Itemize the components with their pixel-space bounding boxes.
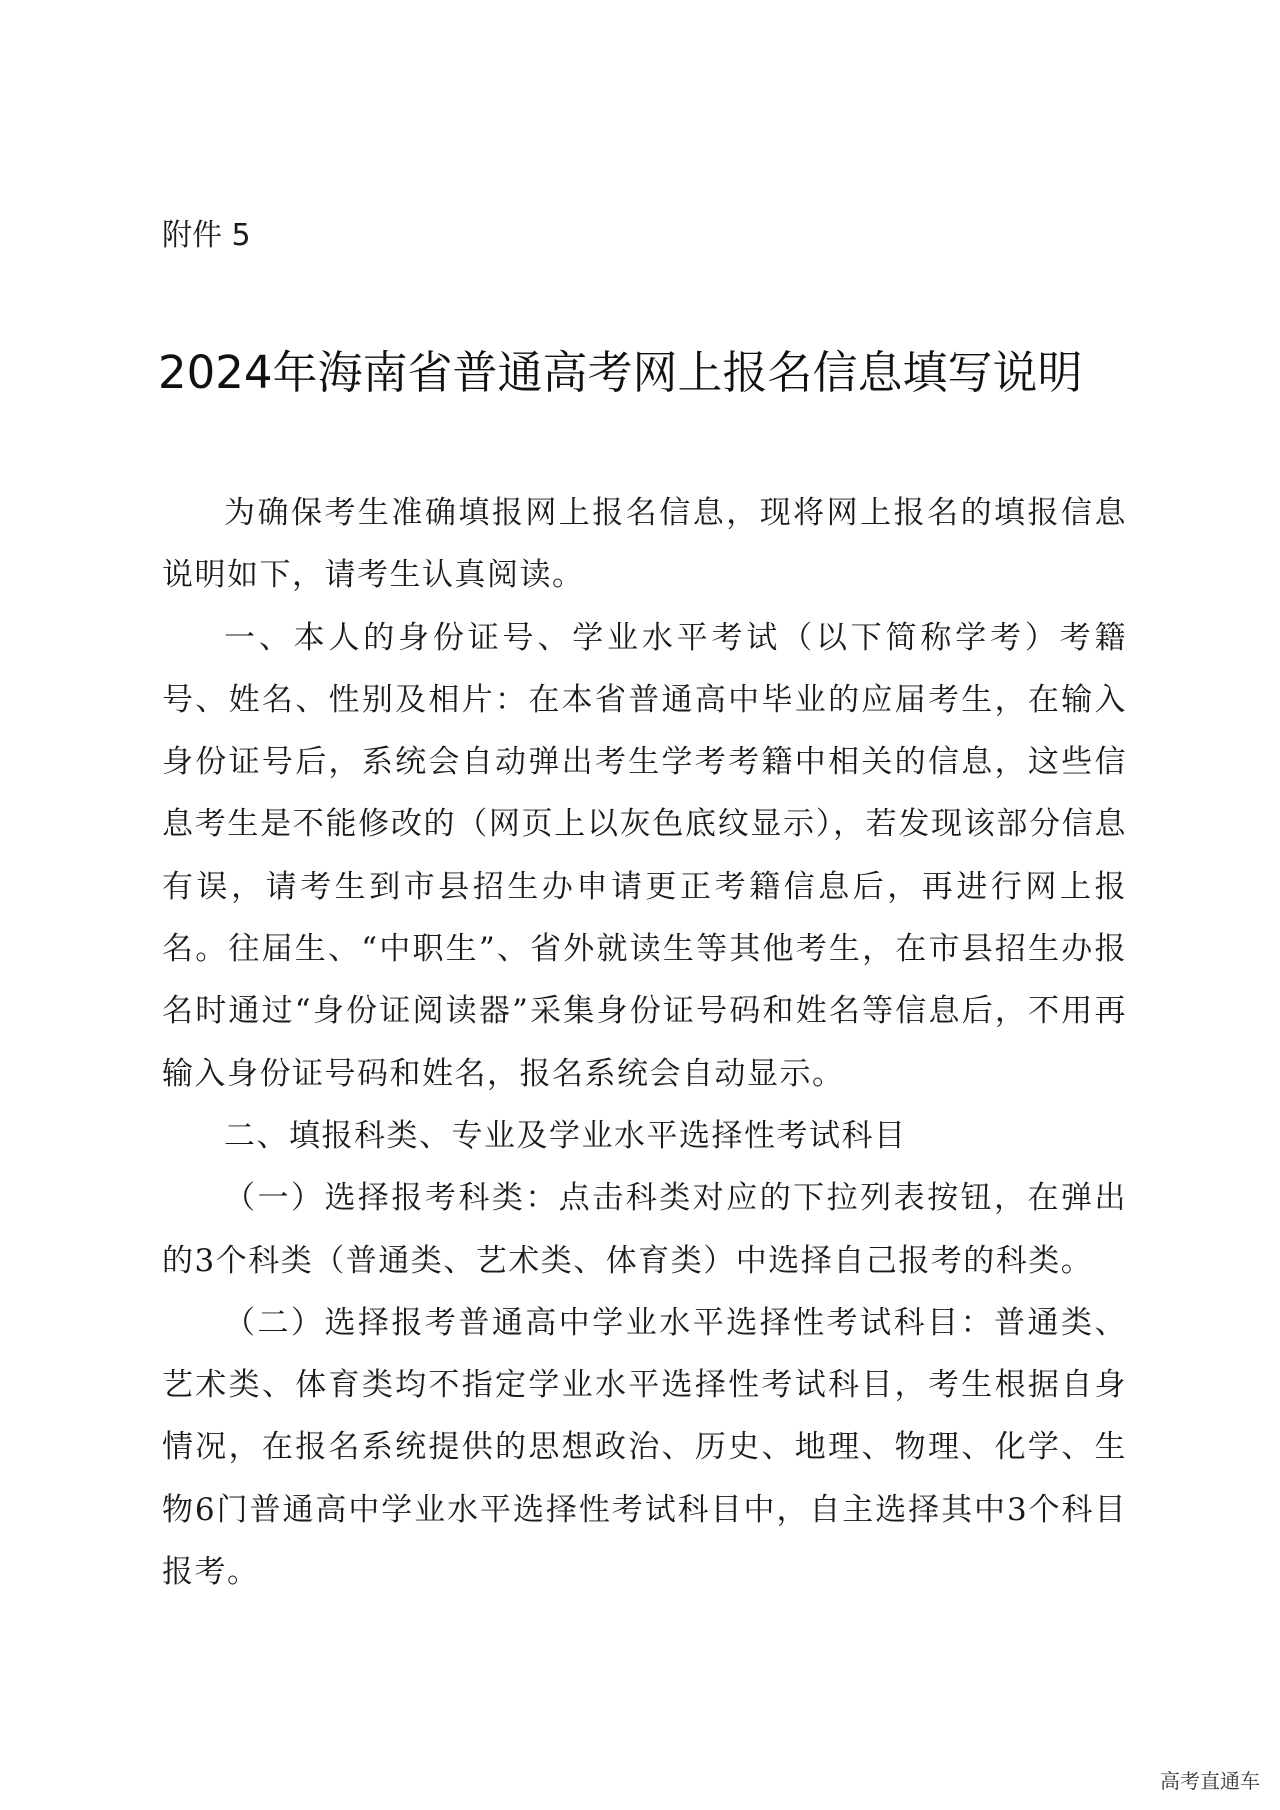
section-one-paragraph: 一、本人的身份证号、学业水平考试（以下简称学考）考籍号、姓名、性别及相片：在本省普通高中毕业的应届考生，在输入身份证号后，系统会自动弹出考生学考考籍中相关的信息，这些信息考生是不能修改的（网页上以灰色底纹显示），若发现该部分信息有误，请考生到市县招生办申请更正考籍信息后，再进行网上报名。往届生、“中职生”、省外就读生等其他考生，在市县招生办报名时通过“身份证阅读器”采集身份证号码和姓名等信息后，不用再输入身份证号码和姓名，报名系统会自动显示。 — [162, 619, 1127, 1092]
subsection-one-paragraph: （一）选择报考科类：点击科类对应的下拉列表按钮，在弹出的3个科类（普通类、艺术类、体育类）中选择自己报考的科类。 — [162, 1180, 1127, 1279]
attachment-label: 附件 5 — [162, 218, 251, 253]
intro-paragraph: 为确保考生准确填报网上报名信息，现将网上报名的填报信息说明如下，请考生认真阅读。 — [162, 495, 1127, 594]
section-two-heading: 二、填报科类、专业及学业水平选择性考试科目 — [224, 1117, 907, 1154]
document-body — [162, 482, 1127, 1603]
document-title: 2024年海南省普通高考网上报名信息填写说明 — [158, 346, 1083, 399]
subsection-two-paragraph: （二）选择报考普通高中学业水平选择性考试科目：普通类、艺术类、体育类均不指定学业水平选择性考试科目，考生根据自身情况，在报名系统提供的思想政治、历史、地理、物理、化学、生物6门普通高中学业水平选择性考试科目中，自主选择其中3个科目报考。 — [162, 1304, 1127, 1591]
watermark-text: 高考直通车 — [1160, 1769, 1260, 1793]
